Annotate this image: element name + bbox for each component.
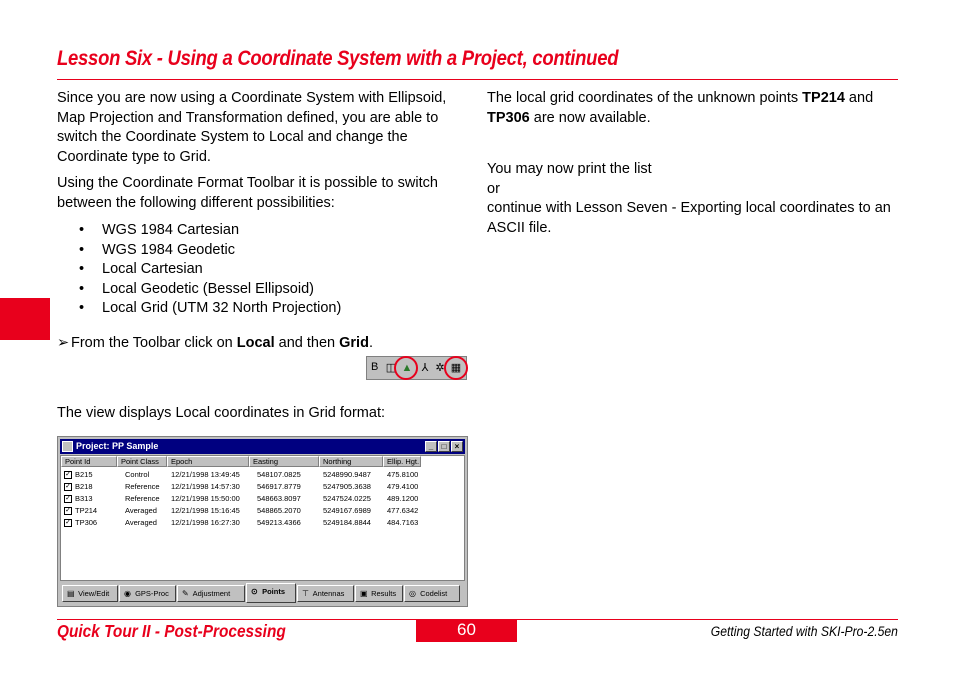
table-row[interactable] xyxy=(61,493,464,505)
table-cell: 12/21/1998 14:57:30 xyxy=(171,482,240,491)
page-number: 60 xyxy=(416,620,517,642)
minimize-button[interactable]: _ xyxy=(425,441,437,452)
codelist-icon: ◎ xyxy=(409,589,416,598)
table-cell: Control xyxy=(125,470,150,479)
step-middle: and then xyxy=(274,335,340,351)
list-item: • Local Cartesian xyxy=(57,260,472,280)
tab-label: View/Edit xyxy=(78,589,110,598)
points-grid xyxy=(60,455,465,581)
toolbar-paragraph: Using the Coordinate Format Toolbar it is possible to switch between the following different possibilities: xyxy=(57,175,438,211)
point-tp306: TP306 xyxy=(487,109,530,126)
window-tab-bar xyxy=(60,583,465,604)
tab-gps-proc[interactable] xyxy=(119,585,176,602)
wgs-icon[interactable]: ◫ xyxy=(385,362,397,374)
step-suffix: . xyxy=(368,335,373,351)
continue-line: continue with Lesson Seven - Exporting local coordinates to an ASCII file. xyxy=(487,200,891,236)
text: and xyxy=(844,90,874,106)
table-cell: B313 xyxy=(75,494,93,503)
page-title: Lesson Six - Using a Coordinate System with a Project, continued xyxy=(57,47,619,70)
geodetic-icon[interactable]: ✲ xyxy=(435,362,445,374)
print-line: You may now print the list xyxy=(487,161,652,177)
table-cell: Reference xyxy=(125,482,160,491)
view-caption: The view displays Local coordinates in Grid format: xyxy=(57,405,386,421)
highlight-grid-circle xyxy=(444,356,468,380)
tab-antennas[interactable] xyxy=(297,585,354,602)
table-cell: 5247905.3638 xyxy=(323,482,371,491)
step-local: Local xyxy=(236,335,275,351)
footer-section-title: Quick Tour II - Post-Processing xyxy=(57,621,286,641)
table-cell: 479.4100 xyxy=(387,482,419,491)
table-cell: TP214 xyxy=(75,506,98,515)
column-header[interactable]: Point Id xyxy=(61,456,117,467)
footer-doc-title: Getting Started with SKI-Pro-2.5en xyxy=(710,624,898,639)
table-cell: 548107.0825 xyxy=(257,470,301,479)
table-cell: 5249184.8844 xyxy=(323,518,371,527)
column-header[interactable]: Easting xyxy=(249,456,319,467)
close-button[interactable]: × xyxy=(451,441,463,452)
toolbar-label: B xyxy=(371,361,379,373)
table-cell: 12/21/1998 13:49:45 xyxy=(171,470,240,479)
list-item: • WGS 1984 Geodetic xyxy=(57,241,472,261)
app-icon xyxy=(62,441,73,452)
table-cell: 484.7163 xyxy=(387,518,419,527)
instruction-step xyxy=(57,334,373,353)
table-cell: 548865.2070 xyxy=(257,506,301,515)
table-cell: 549213.4366 xyxy=(257,518,301,527)
window-title: Project: PP Sample xyxy=(76,441,159,451)
tab-label: Antennas xyxy=(312,589,345,598)
tab-label: Codelist xyxy=(420,589,448,598)
table-row[interactable] xyxy=(61,505,464,517)
table-row[interactable] xyxy=(61,481,464,493)
row-checkbox[interactable]: ✓ xyxy=(65,507,71,514)
arrow-bullet-icon: ➢ xyxy=(57,335,70,351)
antenna-icon: ⊤ xyxy=(302,589,309,598)
gps-proc-icon: ◉ xyxy=(124,589,131,598)
highlight-local-circle xyxy=(394,356,418,380)
points-icon: ⊙ xyxy=(251,587,258,596)
table-cell: TP306 xyxy=(75,518,98,527)
table-row[interactable] xyxy=(61,469,464,481)
maximize-button[interactable]: □ xyxy=(438,441,450,452)
view-edit-icon: ▤ xyxy=(67,589,75,598)
local-icon[interactable]: ▲ xyxy=(401,362,413,374)
table-cell: Averaged xyxy=(125,506,157,515)
tab-label: GPS-Proc xyxy=(135,589,169,598)
coordinate-format-toolbar xyxy=(366,356,467,380)
table-cell: 12/21/1998 16:27:30 xyxy=(171,518,240,527)
row-checkbox[interactable]: ✓ xyxy=(65,483,71,490)
or-line: or xyxy=(487,180,500,197)
intro-paragraph: Since you are now using a Coordinate System with Ellipsoid, Map Projection and Transformation defined, you are able to switch the Coordinate System to Local and change the Coordinate type to Grid. xyxy=(57,90,447,165)
left-column xyxy=(57,89,472,319)
column-header[interactable]: Point Class xyxy=(117,456,167,467)
tab-view-edit[interactable] xyxy=(62,585,118,602)
list-item: • Local Grid (UTM 32 North Projection) xyxy=(57,299,472,319)
tab-label: Points xyxy=(262,587,286,596)
project-window xyxy=(57,436,468,607)
table-row[interactable] xyxy=(61,517,464,529)
table-cell: 5249167.6989 xyxy=(323,506,371,515)
table-cell: 12/21/1998 15:50:00 xyxy=(171,494,240,503)
next-steps xyxy=(487,160,897,238)
cartesian-icon[interactable]: ⅄ xyxy=(421,362,429,374)
step-prefix: From the Toolbar click on xyxy=(71,335,237,351)
tab-points[interactable] xyxy=(246,583,296,603)
tab-adjustment[interactable] xyxy=(177,585,245,602)
table-cell: Averaged xyxy=(125,518,157,527)
row-checkbox[interactable]: ✓ xyxy=(65,519,71,526)
text: The local grid coordinates of the unknown points xyxy=(487,90,803,106)
table-cell: B218 xyxy=(75,482,93,491)
table-cell: B215 xyxy=(75,470,93,479)
window-titlebar[interactable] xyxy=(60,439,465,454)
table-cell: Reference xyxy=(125,494,160,503)
results-paragraph xyxy=(487,89,897,128)
window-controls xyxy=(424,441,463,456)
tab-label: Adjustment xyxy=(192,589,231,598)
table-cell: 489.1200 xyxy=(387,494,419,503)
results-icon: ▣ xyxy=(360,589,368,598)
title-divider xyxy=(57,79,898,80)
right-column xyxy=(487,89,897,135)
table-cell: 5248990.9487 xyxy=(323,470,371,479)
point-tp214: TP214 xyxy=(802,90,845,106)
section-tab-marker xyxy=(0,298,50,340)
column-header[interactable]: Epoch xyxy=(167,456,249,467)
table-cell: 477.6342 xyxy=(387,506,419,515)
tab-codelist[interactable] xyxy=(404,585,460,602)
coordinate-options-list xyxy=(57,221,472,319)
tab-label: Results xyxy=(371,589,397,598)
table-cell: 546917.8779 xyxy=(257,482,301,491)
text: are now available. xyxy=(529,109,651,126)
column-header[interactable]: Ellip. Hgt. xyxy=(383,456,421,467)
column-header[interactable]: Northing xyxy=(319,456,383,467)
tab-results[interactable] xyxy=(355,585,403,602)
grid-icon[interactable]: ▦ xyxy=(450,362,462,374)
table-cell: 5247524.0225 xyxy=(323,494,371,503)
step-grid: Grid xyxy=(339,335,369,351)
table-cell: 548663.8097 xyxy=(257,494,301,503)
list-item: • WGS 1984 Cartesian xyxy=(57,221,472,241)
table-cell: 475.8100 xyxy=(387,470,419,479)
table-cell: 12/21/1998 15:16:45 xyxy=(171,506,240,515)
adjustment-icon: ✎ xyxy=(182,589,189,598)
row-checkbox[interactable]: ✓ xyxy=(65,471,71,478)
list-item: • Local Geodetic (Bessel Ellipsoid) xyxy=(57,280,472,300)
row-checkbox[interactable]: ✓ xyxy=(65,495,71,502)
